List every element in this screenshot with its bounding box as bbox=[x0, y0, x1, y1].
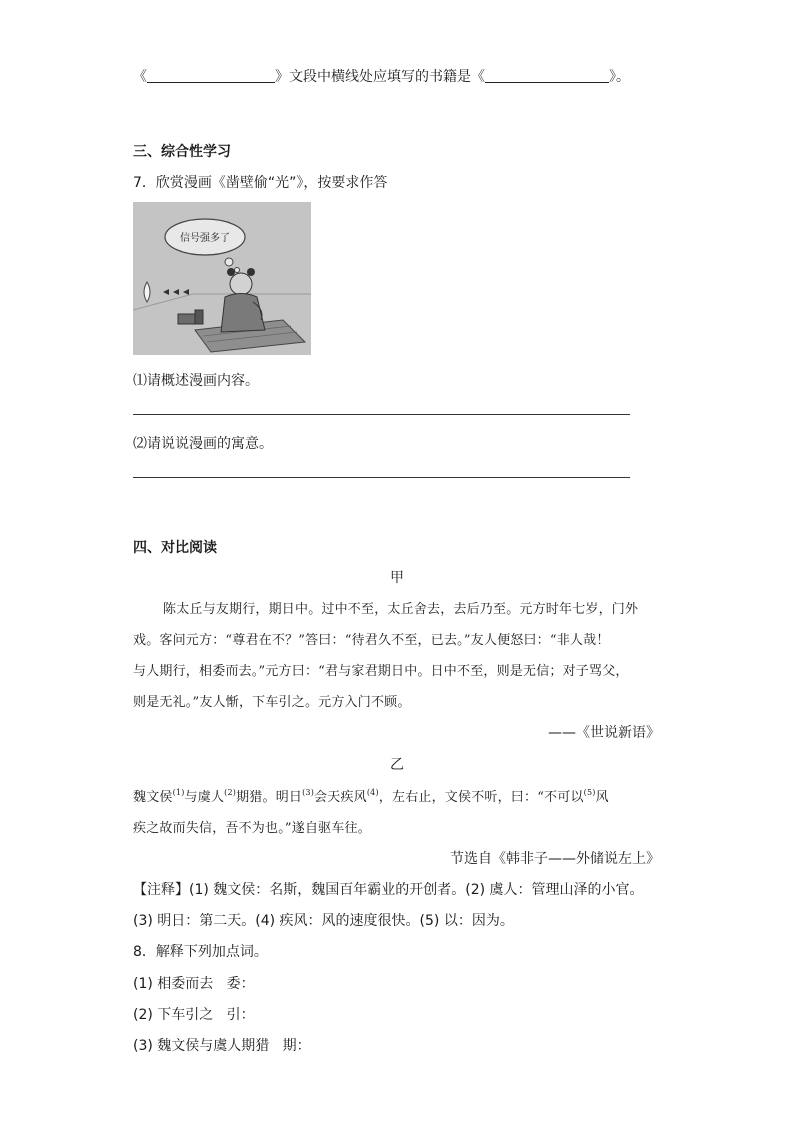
notes-line-1: 【注释】(1) 魏文侯：名斯，魏国百年霸业的开创者。(2) 虞人：管理山泽的小官。 bbox=[133, 882, 644, 898]
passage-yi-label: 乙 bbox=[390, 757, 404, 773]
cartoon-bubble-text: 信号强多了 bbox=[180, 233, 230, 244]
yi-footnote-5: (5) bbox=[583, 788, 596, 797]
cartoon-drawing bbox=[133, 202, 311, 355]
section4-title: 四、对比阅读 bbox=[133, 540, 217, 556]
question-8-item-2: (2) 下车引之 引： bbox=[133, 1007, 255, 1023]
passage-yi-line-1 bbox=[133, 786, 609, 805]
passage-jia-line-3: 与人期行，相委而去。”元方曰：“君与家君期日中。日中不至，则是无信；对子骂父， bbox=[133, 664, 629, 679]
question-8: 8．解释下列加点词。 bbox=[133, 944, 268, 960]
passage-yi-source: 节选自《韩非子——外储说左上》 bbox=[450, 851, 660, 867]
answer-blank-1[interactable] bbox=[147, 68, 275, 83]
yi-text-e: ，左右止，文侯不听，曰：“不可以 bbox=[378, 790, 584, 805]
passage-jia-source: ——《世说新语》 bbox=[548, 725, 660, 741]
yi-footnote-4: (4) bbox=[366, 788, 379, 797]
top-line-middle-text: 文段中横线处应填写的书籍是《 bbox=[289, 69, 485, 85]
notes-line-2: (3) 明日：第二天。(4) 疾风：风的速度很快。(5) 以：因为。 bbox=[133, 913, 514, 929]
question-8-item-3: (3) 魏文侯与虞人期猎 期： bbox=[133, 1038, 311, 1054]
cartoon-image bbox=[133, 202, 311, 355]
passage-yi-line-2: 疾之故而失信，吾不为也。”遂自驱车往。 bbox=[133, 821, 371, 836]
sub-question-2: ⑵请说说漫画的寓意。 bbox=[133, 436, 273, 452]
yi-text-a: 魏文侯 bbox=[133, 790, 173, 805]
yi-text-f: 风 bbox=[595, 790, 609, 805]
book-close-bracket-2: 》。 bbox=[609, 69, 630, 85]
yi-footnote-3: (3) bbox=[302, 788, 315, 797]
sub-question-1: ⑴请概述漫画内容。 bbox=[133, 373, 259, 389]
top-fill-line bbox=[133, 66, 630, 86]
question-8-item-1: (1) 相委而去 委： bbox=[133, 976, 255, 992]
yi-text-c: 期猎。明日 bbox=[236, 790, 303, 805]
passage-jia-line-1: 陈太丘与友期行，期日中。过中不至，太丘舍去，去后乃至。元方时年七岁，门外 bbox=[163, 602, 639, 617]
answer-blank-2[interactable] bbox=[485, 68, 609, 83]
section3-title: 三、综合性学习 bbox=[133, 144, 231, 160]
question-7: 7．欣赏漫画《凿壁偷“光”》，按要求作答 bbox=[133, 175, 388, 191]
answer-line-1[interactable] bbox=[133, 414, 630, 415]
yi-text-b: 与虞人 bbox=[184, 790, 225, 805]
yi-footnote-2: (2) bbox=[224, 788, 237, 797]
passage-jia-line-4: 则是无礼。”友人惭，下车引之。元方入门不顾。 bbox=[133, 695, 411, 710]
passage-jia-label: 甲 bbox=[390, 570, 404, 586]
yi-text-d: 会天疾风 bbox=[314, 790, 367, 805]
book-close-bracket-1: 》 bbox=[275, 69, 289, 85]
answer-line-2[interactable] bbox=[133, 477, 630, 478]
passage-jia-line-2: 戏。客问元方：“尊君在不？”答曰：“待君久不至，已去。”友人便怒曰：“非人哉！ bbox=[133, 633, 610, 648]
book-open-bracket-1: 《 bbox=[133, 69, 147, 85]
yi-footnote-1: (1) bbox=[172, 788, 185, 797]
